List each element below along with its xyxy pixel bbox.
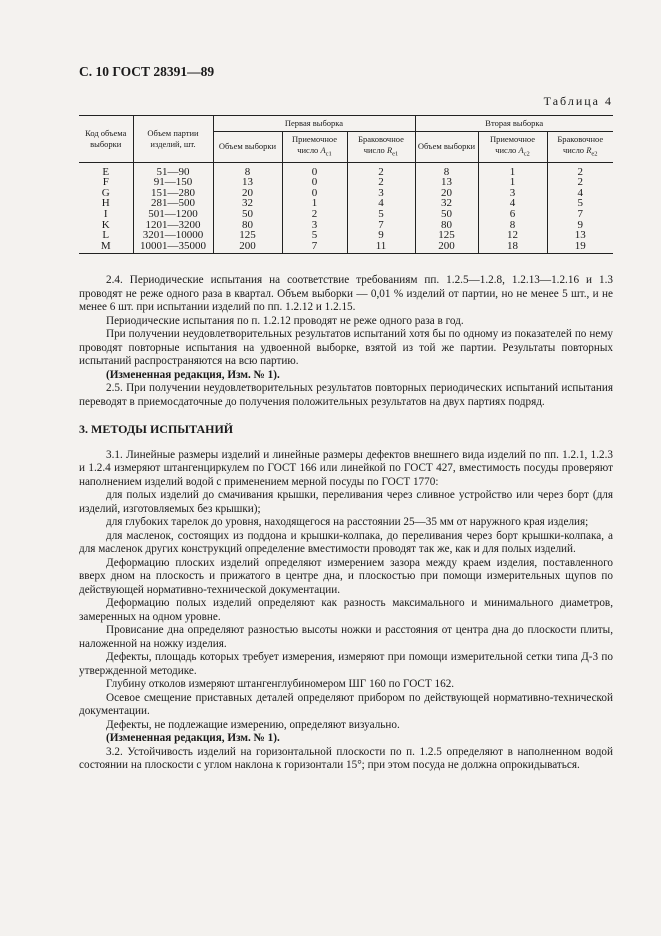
table-cell: 13 xyxy=(415,177,478,188)
amendment-note: (Измененная редакция, Изм. № 1). xyxy=(106,732,280,744)
paragraph-2-4: 2.4. Периодические испытания на соответствие требованиям пп. 1.2.5—1.2.8, 1.2.13—1.2.16 и 1.3 проводят не реже одного раза в квартал. Объем выборки — 0,01 % изделий от партии, но не менее 5 шт., и не менее 6 шт. при испытании изделий по пп. 1.2.12 и 1.2.15. xyxy=(79,274,613,313)
paragraph: для полых изделий до смачивания крышки, переливания через сливное устройство или через борт (для изделий, изготовляемых без крышки); xyxy=(79,489,613,515)
table-cell: I xyxy=(103,208,108,221)
table-cell: 7 xyxy=(347,220,415,231)
table-cell: 6 xyxy=(478,209,547,220)
header-first-sample: Первая выборка xyxy=(213,116,415,132)
header-lot: Объем партии изделий, шт. xyxy=(133,116,213,163)
header-code: Код объема выборки xyxy=(79,116,133,163)
header-reject-2: Браковочное число $R_{e2}$ xyxy=(547,132,613,163)
table-cell: 4 xyxy=(547,188,613,199)
table-cell: 8 xyxy=(213,162,282,177)
table-cell: 200 xyxy=(213,241,282,254)
paragraph-3-2: 3.2. Устойчивость изделий на горизонтальной плоскости по п. 1.2.5 определяют в наполненном водой состоянии на плоскости с углом наклона к горизонтали 15°; при этом посуда не должна опрокидываться. xyxy=(79,745,613,771)
table-cell: 5 xyxy=(347,209,415,220)
paragraph: Осевое смещение приставных деталей определяют прибором по действующей нормативно-технической документации. xyxy=(79,691,613,717)
paragraph-3-1: 3.1. Линейные размеры изделий и линейные размеры дефектов внешнего вида изделий по пп. 1.2.1, 1.2.3 и 1.2.4 измеряют штангенциркулем по ГОСТ 166 или линейкой по ГОСТ 427, вместимость посуды проверяют наполнением изделий водой с применением мерной посуды по ГОСТ 1770: xyxy=(79,448,613,488)
table-cell: L xyxy=(102,229,110,242)
table-cell: 2 xyxy=(347,162,415,177)
table-cell: 281—500 xyxy=(133,198,213,209)
paragraph: Дефекты, площадь которых требует измерения, измеряют при помощи измерительной сетки типа Д-3 по утвержденной методике. xyxy=(79,651,613,677)
table-cell: 8 xyxy=(478,220,547,231)
table-cell: 80 xyxy=(415,220,478,231)
paragraph: Глубину отколов измеряют штангенглубиномером ШГ 160 по ГОСТ 162. xyxy=(106,678,455,690)
table-cell: 5 xyxy=(547,198,613,209)
table-cell: G xyxy=(101,186,110,199)
table-cell: F xyxy=(102,176,109,189)
table-cell: 13 xyxy=(547,230,613,241)
header-accept-1: Приемочное число $A_{c1}$ xyxy=(282,132,347,163)
header-volume-2: Объем выборки xyxy=(415,132,478,163)
table-cell: 501—1200 xyxy=(133,209,213,220)
table-cell: 3 xyxy=(478,188,547,199)
table-cell: 7 xyxy=(547,209,613,220)
table-cell: 2 xyxy=(547,162,613,177)
header-volume-1: Объем выборки xyxy=(213,132,282,163)
paragraph: для масленок, состоящих из поддона и крышки-колпака, до переливания через борт крышки-колпака, а для масленок других конструкций определение вместимости проводят так же, как и для полых изделий. xyxy=(79,529,613,555)
section-title: 3. МЕТОДЫ ИСПЫТАНИЙ xyxy=(79,422,234,436)
table-cell: M xyxy=(79,241,133,254)
table-cell: 18 xyxy=(478,241,547,254)
table-cell: E xyxy=(102,165,110,178)
table-cell: H xyxy=(101,197,110,210)
paragraph: Деформацию плоских изделий определяют измерением зазора между краем изделия, поставленного вверх дном на плоскость и прижатого в центре дна, и плоскостью при помощи измерительных щупов по действующей нормативно-технической документации. xyxy=(79,556,613,596)
table-cell: 2 xyxy=(282,209,347,220)
table-cell: 3 xyxy=(347,188,415,199)
body-text xyxy=(79,274,613,773)
paragraph: Периодические испытания по п. 1.2.12 проводят не реже одного раза в год. xyxy=(106,314,464,327)
table-cell: 8 xyxy=(415,162,478,177)
table-cell: 32 xyxy=(415,198,478,209)
paragraph: При получении неудовлетворительных результатов испытаний хотя бы по одному из показателей по нему проводят повторные испытания на удвоенной выборке, взятой из той же партии. Результаты повторных испытаний распространяются на всю партию. xyxy=(79,328,613,367)
table-cell: 7 xyxy=(282,241,347,254)
table-cell: 3201—10000 xyxy=(133,230,213,241)
table-cell: 1201—3200 xyxy=(133,220,213,231)
table-cell: K xyxy=(101,218,110,231)
header-second-sample: Вторая выборка xyxy=(415,116,613,132)
paragraph: для глубоких тарелок до уровня, находящегося на расстоянии 25—35 мм от наружного края изделия; xyxy=(106,516,589,528)
paragraph-2-5: 2.5. При получении неудовлетворительных результатов повторных периодических испытаний испытания переводят в приемосдаточные до получения положительных результатов на двух партиях подряд. xyxy=(79,382,613,408)
table-cell: 11 xyxy=(347,241,415,254)
table-cell: 20 xyxy=(415,188,478,199)
table-label: Таблица 4 xyxy=(543,94,613,108)
table-cell: 200 xyxy=(415,241,478,254)
table-cell: 5 xyxy=(282,230,347,241)
table-body xyxy=(79,162,613,254)
table-cell: 125 xyxy=(213,230,282,241)
table-cell: 9 xyxy=(347,230,415,241)
table-cell: 3 xyxy=(282,220,347,231)
table-cell: 10001—35000 xyxy=(133,241,213,254)
table-cell: 1 xyxy=(478,162,547,177)
table-cell: 0 xyxy=(282,177,347,188)
table-cell: 4 xyxy=(478,198,547,209)
header-reject-1: Браковочное число $R_{e1}$ xyxy=(347,132,415,163)
table-cell: 151—280 xyxy=(133,188,213,199)
page-header: С. 10 ГОСТ 28391—89 xyxy=(79,64,215,79)
table-cell: 2 xyxy=(347,177,415,188)
amendment-note: (Измененная редакция, Изм. № 1). xyxy=(106,368,280,381)
table-cell: 91—150 xyxy=(133,177,213,188)
table-cell: 12 xyxy=(478,230,547,241)
table-cell: 4 xyxy=(347,198,415,209)
table-cell: 0 xyxy=(282,188,347,199)
table-cell: 125 xyxy=(415,230,478,241)
table-cell: 80 xyxy=(213,220,282,231)
table-cell: 19 xyxy=(547,241,613,254)
table-row xyxy=(79,162,613,177)
table-cell: 20 xyxy=(213,188,282,199)
paragraph: Провисание дна определяют разностью высоты ножки и расстояния от центра дна до плоскости плиты, наложенной на ножку изделия. xyxy=(79,624,613,650)
table-cell: 2 xyxy=(547,177,613,188)
table-cell: 50 xyxy=(213,209,282,220)
sampling-table xyxy=(79,115,613,254)
table-cell: 51—90 xyxy=(133,162,213,177)
paragraph: Деформацию полых изделий определяют как разность максимального и минимального диаметров, замеренных на одном уровне. xyxy=(79,597,613,623)
table-cell: 1 xyxy=(478,177,547,188)
table-cell: 13 xyxy=(213,177,282,188)
table-cell: 9 xyxy=(547,220,613,231)
table-cell: 50 xyxy=(415,209,478,220)
header-accept-2: Приемочное число $A_{c2}$ xyxy=(478,132,547,163)
table-cell: 1 xyxy=(282,198,347,209)
table-cell: 32 xyxy=(213,198,282,209)
table-cell: 0 xyxy=(282,162,347,177)
paragraph: Дефекты, не подлежащие измерению, определяют визуально. xyxy=(106,718,400,731)
table-row xyxy=(79,241,613,254)
